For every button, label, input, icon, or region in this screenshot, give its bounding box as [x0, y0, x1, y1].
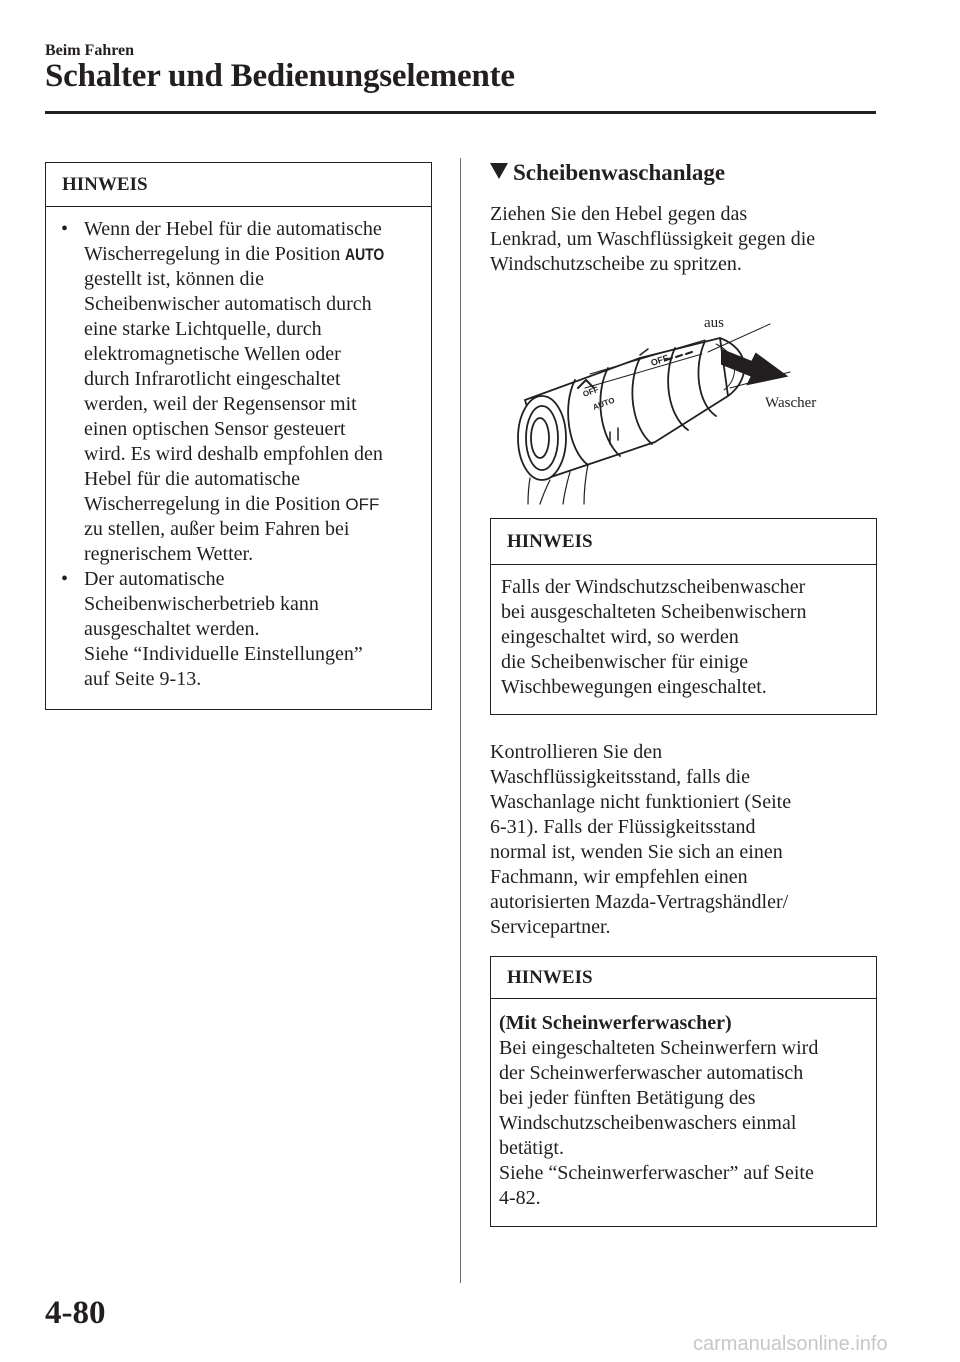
note2-line: bei jeder fünften Betätigung des	[499, 1087, 756, 1109]
bullet1-line: Wischerregelung in die Position	[84, 493, 341, 515]
lever-mark-off-top: OFF	[649, 352, 670, 368]
intro-line: Lenkrad, um Waschflüssigkeit gegen die	[490, 228, 816, 250]
note-bullet-list	[46, 217, 431, 692]
bullet1-line: gestellt ist, können die	[84, 268, 264, 290]
wiper-lever-figure	[490, 310, 880, 505]
check-line: Waschflüssigkeitsstand, falls die	[490, 766, 751, 788]
bullet1-line-with-auto	[84, 242, 431, 267]
section-heading	[490, 160, 725, 186]
note1-line: Falls der Windschutzscheibenwascher	[501, 576, 806, 598]
note-body	[491, 565, 876, 700]
lever-mark-auto: AUTO	[591, 395, 616, 412]
bullet2-line: ausgeschaltet werden.	[84, 618, 260, 640]
section-label: Beim Fahren	[45, 42, 135, 59]
off-symbol: OFF	[345, 495, 380, 514]
note-box-washer	[490, 518, 877, 715]
note-body	[491, 999, 876, 1211]
bullet-mark: •	[61, 568, 69, 590]
note-bullet-1	[46, 217, 431, 567]
pull-arrow-icon	[722, 350, 786, 384]
page-title: Schalter und Bedienungselemente	[45, 58, 515, 94]
triangle-marker-icon	[490, 163, 508, 179]
bullet1-line: regnerischem Wetter.	[84, 543, 254, 565]
column-divider	[460, 158, 461, 1283]
intro-paragraph	[490, 202, 880, 277]
note2-line: betätigt.	[499, 1137, 564, 1159]
check-line: Fachmann, wir empfehlen einen	[490, 866, 748, 888]
note-heading: HINWEIS	[491, 519, 876, 565]
note1-line: bei ausgeschalteten Scheibenwischern	[501, 601, 807, 623]
section-heading-text: Scheibenwaschanlage	[513, 160, 726, 185]
label-washer: Wascher	[765, 395, 817, 411]
note-body	[46, 207, 431, 692]
bullet2-line: auf Seite 9-13.	[84, 668, 202, 690]
bullet-mark: •	[61, 218, 69, 240]
title-rule	[45, 111, 876, 114]
note-box-headlamp-washer	[490, 956, 877, 1227]
note2-subtitle: (Mit Scheinwerferwascher)	[499, 1012, 732, 1034]
bullet2-line: Scheibenwischerbetrieb kann	[84, 593, 319, 615]
note-bullet-2	[46, 567, 431, 692]
bullet2-line: Der automatische	[84, 568, 225, 590]
bullet1-line: wird. Es wird deshalb empfohlen den	[84, 443, 383, 465]
bullet2-line: Siehe “Individuelle Einstellungen”	[84, 643, 363, 665]
note2-line: Windschutzscheibenwaschers einmal	[499, 1112, 797, 1134]
bullet1-line-with-off	[84, 492, 431, 517]
note1-line: Wischbewegungen eingeschaltet.	[501, 676, 767, 698]
bullet1-line: Hebel für die automatische	[84, 468, 301, 490]
check-paragraph	[490, 740, 880, 940]
bullet1-line: elektromagnetische Wellen oder	[84, 343, 341, 365]
watermark-link[interactable]: carmanualsonline.info	[693, 1333, 888, 1355]
note2-line: Siehe “Scheinwerferwascher” auf Seite	[499, 1162, 814, 1184]
bullet1-line: Wenn der Hebel für die automatische	[84, 218, 382, 240]
bullet1-line: Scheibenwischer automatisch durch	[84, 293, 372, 315]
bullet1-line: eine starke Lichtquelle, durch	[84, 318, 322, 340]
check-line: Kontrollieren Sie den	[490, 741, 663, 763]
check-line: Servicepartner.	[490, 916, 611, 938]
bullet1-line: zu stellen, außer beim Fahren bei	[84, 518, 350, 540]
check-line: autorisierten Mazda-Vertragshändler/	[490, 891, 789, 913]
check-line: Waschanlage nicht funktioniert (Seite	[490, 791, 792, 813]
check-line: 6-31). Falls der Flüssigkeitsstand	[490, 816, 756, 838]
intro-line: Ziehen Sie den Hebel gegen das	[490, 203, 748, 225]
bullet1-line: durch Infrarotlicht eingeschaltet	[84, 368, 341, 390]
auto-symbol: AUTO	[345, 245, 385, 264]
note-heading: HINWEIS	[46, 163, 431, 207]
note2-line: 4-82.	[499, 1187, 541, 1209]
note2-line: Bei eingeschalteten Scheinwerfern wird	[499, 1037, 819, 1059]
bullet1-line: Wischerregelung in die Position	[84, 243, 341, 265]
note1-line: eingeschaltet wird, so werden	[501, 626, 739, 648]
intro-line: Windschutzscheibe zu spritzen.	[490, 253, 742, 275]
label-off: aus	[704, 315, 724, 331]
lever-mark-off-mid: OFF	[581, 384, 600, 399]
check-line: normal ist, wenden Sie sich an einen	[490, 841, 783, 863]
note-box-auto-wiper	[45, 162, 432, 710]
page-number: 4-80	[45, 1295, 106, 1331]
wiper-lever-illustration	[490, 310, 880, 505]
bullet1-line: werden, weil der Regensensor mit	[84, 393, 357, 415]
note1-line: die Scheibenwischer für einige	[501, 651, 749, 673]
note2-line: der Scheinwerferwascher automatisch	[499, 1062, 804, 1084]
note-heading: HINWEIS	[491, 957, 876, 999]
bullet1-line: einen optischen Sensor gesteuert	[84, 418, 346, 440]
